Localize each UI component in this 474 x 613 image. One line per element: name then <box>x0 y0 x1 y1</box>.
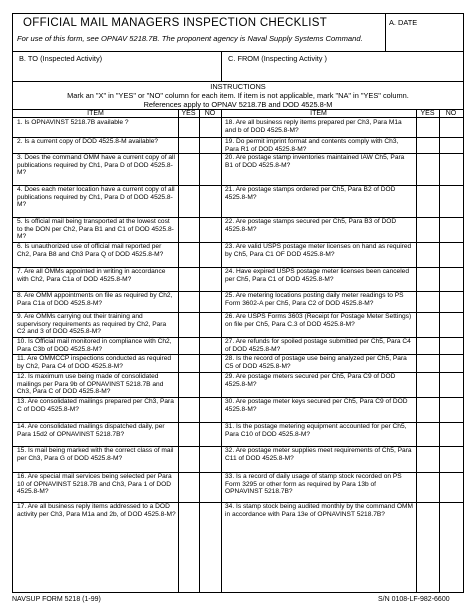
no-checkbox-cell[interactable] <box>439 446 463 472</box>
yes-checkbox-cell[interactable] <box>416 267 439 291</box>
checklist-item-left: 4. Does each meter location have a current copy of all publications required by Ch1, Para D of DOD 4525.8-M? <box>17 186 175 209</box>
no-checkbox-cell[interactable] <box>199 472 221 502</box>
left-yes-column-header: YES <box>178 109 199 118</box>
no-checkbox-cell[interactable] <box>199 217 221 242</box>
checklist-item-right: 27. Are refunds for spoiled postage submitted per Ch5, Para C4 of DOD 4525.8-M? <box>225 338 411 353</box>
form-subtitle: For use of this form, see OPNAV 5218.7B. The proponent agency is Naval Supply Systems Command. <box>17 34 363 43</box>
yes-checkbox-cell[interactable] <box>178 337 199 354</box>
from-field[interactable] <box>222 51 463 81</box>
yes-checkbox-cell[interactable] <box>178 153 199 185</box>
right-yes-column-header: YES <box>416 109 439 118</box>
to-field-label: B. TO (Inspected Activity) <box>19 54 103 63</box>
checklist-item-left: 3. Does the command OMM have a current copy of all publications required by Ch1, Para D of DOD 4525.8-M? <box>17 154 175 177</box>
checklist-item-right: 29. Are postage meters secured per Ch5, Para C9 of DOD 4525.8-M? <box>225 373 396 388</box>
no-checkbox-cell[interactable] <box>199 312 221 337</box>
yes-checkbox-cell[interactable] <box>178 397 199 422</box>
checklist-item-right: 28. Is the record of postage use being analyzed per Ch5, Para C5 of DOD 4525.8-M? <box>225 355 407 370</box>
left-item-column-header: ITEM <box>13 109 178 118</box>
no-checkbox-cell[interactable] <box>199 153 221 185</box>
yes-checkbox-cell[interactable] <box>416 291 439 312</box>
checklist-item-left: 12. Is maximum use being made of consolidated mailings per Para 9b of OPNAVINST 5218.7B and Ch3, Para C of DOD 4525.8-M? <box>17 373 164 396</box>
no-checkbox-cell[interactable] <box>439 267 463 291</box>
checklist-item-right: 20. Are postage stamp inventories maintained IAW Ch5, Para B1 of DOD 4525.8-M? <box>225 154 405 169</box>
checklist-item-left: 5. Is official mail being transported at the lowest cost to the DON per Ch2, Para B1 and C1 of DOD 4525.8-M? <box>17 218 174 241</box>
no-checkbox-cell[interactable] <box>199 354 221 372</box>
instructions-heading: INSTRUCTIONS <box>210 82 266 91</box>
yes-checkbox-cell[interactable] <box>178 472 199 502</box>
checklist-item-left: 14. Are consolidated mailings dispatched daily, per Para 15d2 of OPNAVINST 5218.7B? <box>17 423 165 438</box>
no-checkbox-cell[interactable] <box>199 337 221 354</box>
yes-checkbox-cell[interactable] <box>416 337 439 354</box>
yes-checkbox-cell[interactable] <box>416 217 439 242</box>
no-checkbox-cell[interactable] <box>199 137 221 153</box>
no-checkbox-cell[interactable] <box>439 312 463 337</box>
no-checkbox-cell[interactable] <box>199 422 221 446</box>
yes-checkbox-cell[interactable] <box>416 397 439 422</box>
no-checkbox-cell[interactable] <box>439 397 463 422</box>
checklist-item-right: 24. Have expired USPS postage meter licenses been canceled per Ch5, Para C1 of DOD 4525.8-M? <box>225 268 410 283</box>
stock-number: S/N 0108-LF-982-6600 <box>378 596 450 603</box>
no-checkbox-cell[interactable] <box>199 291 221 312</box>
yes-checkbox-cell[interactable] <box>178 217 199 242</box>
checklist-item-left: 11. Are OMMCCP inspections conducted as required by Ch2, Para C4 of DOD 4525.8-M? <box>17 355 172 370</box>
checklist-item-left: 13. Are consolidated mailings prepared per Ch3, Para C of DOD 4525.8-M? <box>17 398 174 413</box>
no-checkbox-cell[interactable] <box>439 372 463 397</box>
checklist-item-left: 7. Are all OMMs appointed in writing in accordance with Ch2, Para C1a of DOD 4525.8-M? <box>17 268 166 283</box>
instructions-line-2: References apply to OPNAV 5218.7B and DOD 4525.8-M <box>143 100 333 109</box>
yes-checkbox-cell[interactable] <box>178 446 199 472</box>
form-number: NAVSUP FORM 5218 (1-99) <box>12 596 101 603</box>
yes-checkbox-cell[interactable] <box>416 502 439 530</box>
checklist-item-right: 31. Is the postage metering equipment accounted for per Ch5, Para C10 of DOD 4525.8-M? <box>225 423 407 438</box>
checklist-item-left: 6. Is unauthorized use of official mail reported per Ch2, Para B8 and Ch3 Para Q of DOD 4525.8-M? <box>17 243 164 258</box>
no-checkbox-cell[interactable] <box>439 185 463 217</box>
yes-checkbox-cell[interactable] <box>178 372 199 397</box>
title-block <box>13 14 386 51</box>
yes-checkbox-cell[interactable] <box>178 118 199 137</box>
yes-checkbox-cell[interactable] <box>416 472 439 502</box>
yes-checkbox-cell[interactable] <box>416 354 439 372</box>
date-field-label: A. DATE <box>389 18 418 27</box>
yes-checkbox-cell[interactable] <box>178 422 199 446</box>
checklist-item-right: 30. Are postage meter keys secured per Ch5, Para C9 of DOD 4525.8-M? <box>225 398 408 413</box>
no-checkbox-cell[interactable] <box>439 472 463 502</box>
right-no-column-header: NO <box>439 109 463 118</box>
yes-checkbox-cell[interactable] <box>178 267 199 291</box>
yes-checkbox-cell[interactable] <box>178 354 199 372</box>
instructions-line-1: Mark an "X" in "YES" or "NO" column for each item. If item is not applicable, mark "NA" in "YES" column. <box>67 91 409 100</box>
checklist-item-right: 23. Are valid USPS postage meter licenses on hand as required by Ch5, Para C1 OF DOD 4525.8-M? <box>225 243 412 258</box>
checklist-item-left: 8. Are OMM appointments on file as required by Ch2, Para C1a of DOD 4525.8-M? <box>17 292 173 307</box>
checklist-item-right: 26. Are USPS Forms 3603 (Receipt for Postage Meter Settings) on file per Ch5, Para C.3 of DOD 4525.8-M? <box>225 313 412 328</box>
yes-checkbox-cell[interactable] <box>416 118 439 137</box>
checklist-form <box>12 13 464 593</box>
yes-checkbox-cell[interactable] <box>178 185 199 217</box>
checklist-item-left: 15. Is mail being marked with the correct class of mail per Ch3, Para G of DOD 4525.8-M? <box>17 447 174 462</box>
no-checkbox-cell[interactable] <box>199 372 221 397</box>
yes-checkbox-cell[interactable] <box>416 137 439 153</box>
yes-checkbox-cell[interactable] <box>416 242 439 267</box>
instructions-block <box>13 81 463 110</box>
no-checkbox-cell[interactable] <box>199 502 221 530</box>
checklist-item-right: 25. Are metering locations posting daily meter readings to PS Form 3602-A per Ch5, Para C2 of DOD 4525.8-M? <box>225 292 404 307</box>
yes-checkbox-cell[interactable] <box>178 502 199 530</box>
from-field-label: C. FROM (Inspecting Activity ) <box>228 54 327 63</box>
to-from-row <box>13 51 463 82</box>
checklist-item-right: 34. Is stamp stock being audited monthly by the command OMM in accordance with Para 13e of OPNAVINST 5218.7B? <box>225 503 414 518</box>
no-checkbox-cell[interactable] <box>439 118 463 137</box>
no-checkbox-cell[interactable] <box>199 446 221 472</box>
no-checkbox-cell[interactable] <box>199 267 221 291</box>
checklist-item-right: 18. Are all business reply items prepared per Ch3, Para M1a and b of DOD 4525.8-M? <box>225 119 402 134</box>
yes-checkbox-cell[interactable] <box>416 153 439 185</box>
to-field[interactable] <box>13 51 222 81</box>
checklist-item-left: 10. Is Official mail monitored in compliance with Ch2, Para C3b of DOD 4525.8-M? <box>17 338 172 353</box>
yes-checkbox-cell[interactable] <box>178 242 199 267</box>
yes-checkbox-cell[interactable] <box>178 312 199 337</box>
no-checkbox-cell[interactable] <box>439 153 463 185</box>
no-checkbox-cell[interactable] <box>199 397 221 422</box>
no-checkbox-cell[interactable] <box>439 422 463 446</box>
no-checkbox-cell[interactable] <box>439 502 463 530</box>
yes-checkbox-cell[interactable] <box>416 446 439 472</box>
checklist-item-left: 9. Are OMMs carrying out their training and supervisory requirements as required by Ch2, Para C2 and 3 of DOD 4525.8-M? <box>17 313 167 336</box>
yes-checkbox-cell[interactable] <box>416 422 439 446</box>
no-checkbox-cell[interactable] <box>199 185 221 217</box>
checklist-item-left: 2. Is a current copy of DOD 4525.8-M available? <box>17 138 159 145</box>
yes-checkbox-cell[interactable] <box>416 312 439 337</box>
yes-checkbox-cell[interactable] <box>178 137 199 153</box>
checklist-item-right: 21. Are postage stamps ordered per Ch5, Para B2 of DOD 4525.8-M? <box>225 186 396 201</box>
checklist-item-right: 33. Is a record of daily usage of stamp stock recorded on PS Form 3295 or other form as required by Para 13b of OPNAVINST 5218.7B? <box>225 473 402 496</box>
no-checkbox-cell[interactable] <box>439 242 463 267</box>
checklist-item-left: 1. Is OPNAVINST 5218.7B available ? <box>17 119 129 126</box>
left-no-column-header: NO <box>199 109 221 118</box>
yes-checkbox-cell[interactable] <box>178 291 199 312</box>
checklist-item-right: 22. Are postage stamps secured per Ch5, Para B3 of DOD 4525.8-M? <box>225 218 397 233</box>
checklist-item-right: 32. Are postage meter supplies meet requirements of Ch5, Para C11 of DOD 4525.8-M? <box>225 447 412 462</box>
no-checkbox-cell[interactable] <box>439 354 463 372</box>
checklist-item-left: 16. Are special mail services being selected per Para 10 of OPNAVINST 5218.7B and Ch3, Para 1 of DOD 4525.8-M? <box>17 473 172 496</box>
right-item-column-header: ITEM <box>221 109 416 118</box>
no-checkbox-cell[interactable] <box>199 118 221 137</box>
checklist-item-left: 17. Are all business reply items addressed to a DOD activity per Ch3, Para M1a and 2b, of DOD 4525.8-M? <box>17 503 176 518</box>
no-checkbox-cell[interactable] <box>439 291 463 312</box>
form-header <box>13 14 463 52</box>
no-checkbox-cell[interactable] <box>439 337 463 354</box>
no-checkbox-cell[interactable] <box>439 137 463 153</box>
form-title: OFFICIAL MAIL MANAGERS INSPECTION CHECKLIST <box>23 17 328 29</box>
no-checkbox-cell[interactable] <box>199 242 221 267</box>
yes-checkbox-cell[interactable] <box>416 372 439 397</box>
no-checkbox-cell[interactable] <box>439 217 463 242</box>
yes-checkbox-cell[interactable] <box>416 185 439 217</box>
checklist-item-right: 19. Do permit imprint format and contents comply with Ch3, Para R1 of DOD 4525.8-M? <box>225 138 399 153</box>
